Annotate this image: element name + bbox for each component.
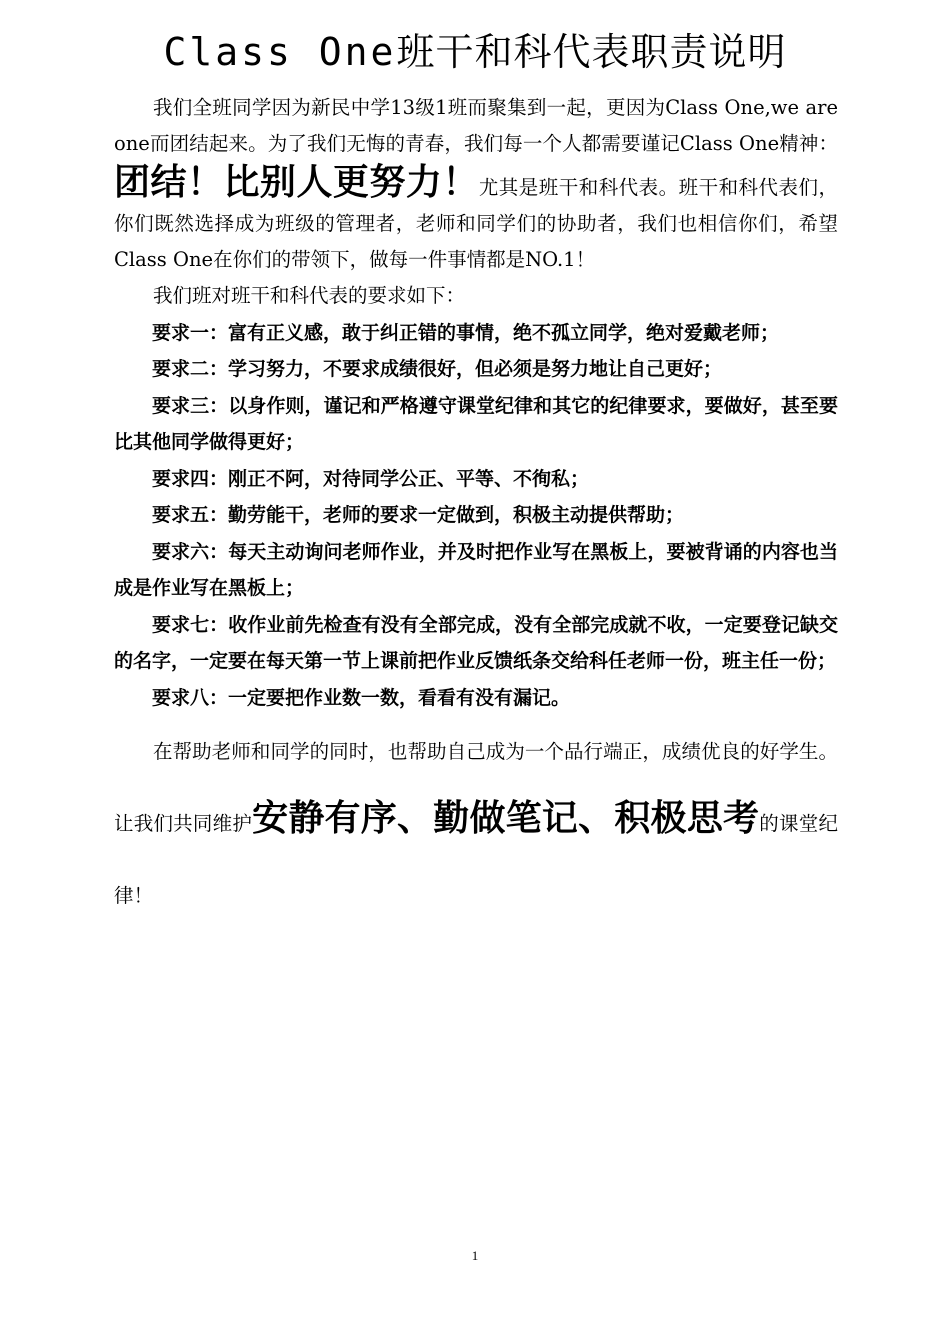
closing-emphasis: 安静有序、勤做笔记、积极思考 <box>252 798 760 839</box>
title-latin: Class One <box>163 30 397 74</box>
closing-text-1: 在帮助老师和同学的同时，也帮助自己成为一个品行端正，成绩优良的好学生。让我们共同维护 <box>114 740 838 835</box>
intro-emphasis: 团结！比别人更努力！ <box>114 162 479 203</box>
requirement-5: 要求五：勤劳能干，老师的要求一定做到，积极主动提供帮助； <box>152 504 685 526</box>
requirement-2: 要求二：学习努力，不要求成绩很好，但必须是努力地让自己更好； <box>152 358 723 380</box>
document-body <box>114 90 838 932</box>
intro-text-1: 我们全班同学因为新民中学13级1班而聚集到一起，更因为Class One,we are one而团结起来。为了我们无悔的青春，我们每一个人都需要谨记Class One精神： <box>114 96 838 155</box>
requirement-3: 要求三：以身作则，谨记和严格遵守课堂纪律和其它的纪律要求，要做好，甚至要比其他同学做得更好； <box>114 394 838 453</box>
requirement-6: 要求六：每天主动询问老师作业，并及时把作业写在黑板上，要被背诵的内容也当成是作业写在黑板上； <box>114 540 838 599</box>
requirement-7: 要求七：收作业前先检查有没有全部完成，没有全部完成就不收，一定要登记缺交的名字，一定要在每天第一节上课前把作业反馈纸条交给科任老师一份，班主任一份； <box>114 613 838 672</box>
requirement-4: 要求四：刚正不阿，对待同学公正、平等、不徇私； <box>152 467 590 490</box>
page-title <box>0 24 950 80</box>
page-number: 1 <box>471 1248 479 1263</box>
intro-text-2: 尤其是班干和科代表。班干和科代表们，你们既然选择成为班级的管理者，老师和同学们的协助者，我们也相信你们，希望Class One在你们的带领下，做每一件事情都是NO.1！ <box>114 176 838 271</box>
closing-paragraph <box>114 716 838 932</box>
requirements-lead: 我们班对班干和科代表的要求如下： <box>153 284 466 307</box>
intro-paragraph <box>114 90 838 278</box>
requirement-8: 要求八：一定要把作业数一数，看看有没有漏记。 <box>152 686 571 709</box>
requirement-1: 要求一：富有正义感，敢于纠正错的事情，绝不孤立同学，绝对爱戴老师； <box>152 321 780 344</box>
closing-text-2: 的课堂纪律！ <box>114 812 838 907</box>
title-cjk: 班干和科代表职责说明 <box>396 30 787 74</box>
